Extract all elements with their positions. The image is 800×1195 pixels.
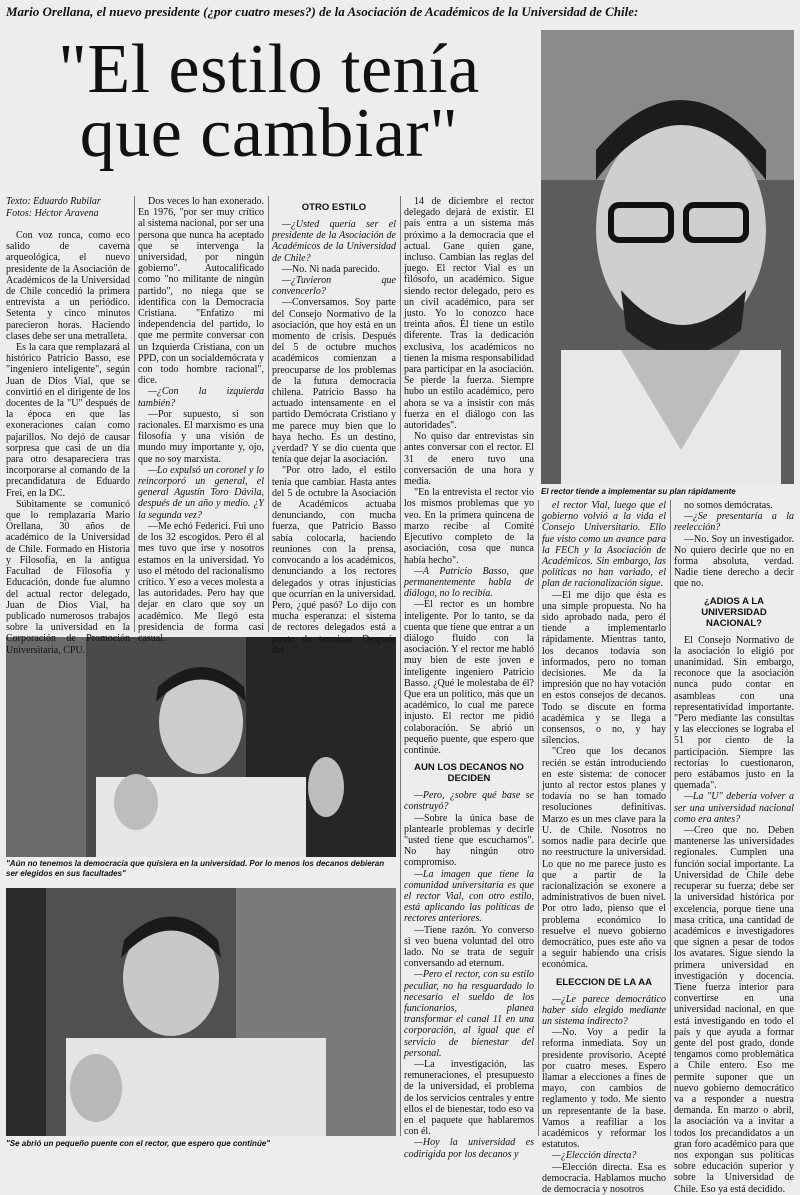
question: —La "U" debería volver a ser una universidad nacional como era antes? (674, 791, 794, 825)
question: —Hoy la universidad es codirigida por los decanos y (404, 1137, 534, 1160)
question: —La imagen que tiene la comunidad universitaria es que el rector Vial, con otro estilo, está aplicando las políticas de rectores anteriores. (404, 868, 534, 925)
article-column-6 (674, 500, 794, 1195)
byline-photos: Fotos: Héctor Aravena (6, 208, 99, 219)
byline-text: Texto: Eduardo Rubilar (6, 196, 101, 207)
question: —Lo expulsó un coronel y lo reincorporó un general, el general Agustín Toro Dávila, después de un año y medio. ¿Y la segunda vez? (138, 464, 264, 521)
paragraph: —El rector es un hombre inteligente. Por lo tanto, se da cuenta que tiene que entrar a un diálogo fluido con la asociación. Y el rector me habló muy bien de este joven e inteligente ingeniero Patricio Basso. ¿Qué le molestaba de él? Que era un político, más que un académico, lo cual me parece injusto. El rector me pidió colaboración. Se abrió un pequeño puente, que espero que continúe. (404, 599, 534, 756)
paragraph: Súbitamente se comunicó que lo remplazaría Mario Orellana, 30 años de académico de la Universidad de Chile. Formado en Historia y Filosofía, en la antigua Facultad de Filosofía y Educación, donde fue alumno del actual rector delegado, Juan de Dios Vial, ha publicado numerosos trabajos sobre la universidad en la Corporación de Promoción Universitaria, CPU. (6, 498, 130, 656)
paragraph: —Conversamos. Soy parte del Consejo Normativo de la asociación, que hoy está en un momento de crisis. Después del 5 de octubre muchos académicos comienzan a preocuparse de los problemas de la futura democracia chilena. Patricio Basso ha actuado intensamente en el partido Demócrata Cristiano y me parece muy bien que lo haya hecho. Es un destino, ¿verdad? Y se dio cuenta que tenía que dejar la asociación. (272, 297, 396, 466)
question: —¿Le parece democrático haber sido elegido mediante un sistema indirecto? (542, 993, 666, 1027)
caption-photo-bottom: "Se abrió un pequeño puente con el rector, que espero que continúe" (6, 1139, 271, 1148)
paragraph: —No. Ni nada parecido. (282, 263, 381, 275)
article-column-1 (6, 196, 130, 656)
paragraph: El Consejo Normativo de la asociación lo eligió por unanimidad. Sin embargo, reconoce que la asociación nunca pudo contar en asambleas con una representatividad importante. "Pero mediante las consultas y las elecciones se lograba el 51 por ciento de la participación. Siempre las rectorías lo cuestionaron, pero estábamos justo en la quemada". (674, 634, 794, 792)
paragraph: Dos veces lo han exonerado. En 1976, "por ser muy crítico al sistema nacional, por ser una persona que nunca ha aceptado que se intervenga la universidad, por ningún gobierno". Autocalificado como "no militante de ningún partido", no niega que se identifica con la Democracia Cristiana. "Enfatizo mi independencia del partido, lo que me permite conversar con un Izquierda Cristiana, con un PPD, con un socialdemócrata y con todo hombre racional", dice. (138, 196, 264, 387)
paragraph: "Creo que los decanos recién se están introduciendo en este sistema: de conocer junto al rector estos planes y todavía no se han tomado resoluciones definitivas. Marzo es un mes clave para la U. de Chile. Nosotros no somos nadie para decirle que no reestructure la universidad. Lo que no me parece justo es que a partir de la racionalización se exonere a administrativos de buen nivel. Por otro lado, pienso que el problema económico lo resuelve el nuevo gobierno democrático, pues este año va a seguir habiendo una crisis económica. (542, 746, 666, 971)
question: —¿Elección directa? (552, 1150, 637, 1162)
question: —Pero el rector, con su estilo peculiar, no ha resguardado lo necesario el sueldo de los funcionarios, planea transformar el canal 11 en una corporación, al igual que el servicio de bienestar del personal. (404, 969, 534, 1059)
caption-photo-middle: "Aún no tenemos la democracia que quisiera en la universidad. Por lo menos los decanos debieran ser elegidos en sus facultades" (6, 859, 385, 878)
paragraph: —Sobre la única base de plantearle problemas y decirle "usted tiene que escucharnos". No hay ningún otro compromiso. (404, 812, 534, 869)
section-heading-eleccion: ELECCION DE LA AA (556, 976, 652, 988)
paragraph: Con voz ronca, como eco salido de caverna arqueológica, el nuevo presidente de la Asociación de Académicos de la Universidad de Chile concedió la primera entrevista a un periódico. Setenta y cinco minutos parecieron horas. Haciendo clases debe ser una metralleta. (6, 230, 130, 342)
paragraph: —No. Voy a pedir la reforma inmediata. Soy un presidente provisorio. Acepté por cuatro meses. Espero llamar a elecciones a fines de mayo, con cambios de reglamento y todo. Me siento un representante de la base. Vamos a reafiliar a los académicos y reformar los estatutos. (542, 1027, 666, 1151)
paragraph: —Tiene razón. Yo converso si veo buena voluntad del otro lado. No se trata de seguir conversando ad eternum. (404, 924, 534, 970)
question: —¿Usted quería ser el presidente de la Asociación de Académicos de la Universidad de Chile? (272, 219, 396, 264)
question: el rector Vial, luego que el gobierno volvió a la vida el Consejo Universitario. Ello fue visto como un avance para la FECh y la Asociación de Académicos. Sin embargo, las políticas no han variado, el plan de racionalización sigue. (542, 500, 666, 590)
paragraph: —Me echó Federici. Fui uno de los 32 escogidos. Pero él al mes tuvo que irse y nosotros estamos en la universidad. Yo uso el método del racionalismo crítico. Y eso a veces molesta a las autoridades. Pero hay que dejar en claro que soy un académico. Me llegó esta presidencia de forma casi casual. (138, 520, 264, 644)
headline (14, 31, 524, 172)
article-column-3 (272, 196, 396, 656)
interview-illustration-2 (6, 888, 396, 1136)
interview-illustration-1 (6, 637, 396, 857)
paragraph: "Por otro lado, el estilo tenía que cambiar. Hasta antes del 5 de octubre la Asociación de Académicos actuaba denunciando, con mucha fuerza, que Patricio Basso sabía colocarla, haciendo reuniones con la prensa, convocando a los académicos, denunciando a los rectores delegados y otras injusticias que ocurrían en la universidad. Pero, ¿qué pasó? Lo dijo con mucha esperanza: el sistema de rectores delegados está a punto de terminar. Después del (272, 465, 396, 656)
question: —¿Se presentaría a la reelección? (674, 511, 794, 534)
paragraph: no somos demócratas. (684, 500, 773, 511)
kicker: Mario Orellana, el nuevo presidente (¿por cuatro meses?) de la Asociación de Académicos de la Universidad de Chile: (6, 4, 639, 19)
paragraph: —No. Soy un investigador. No quiero decirle que no en forma absoluta, verdad. Nadie tiene derecho a decir que no. (674, 533, 794, 590)
question: —¿Con la izquierda también? (138, 386, 264, 409)
paragraph: —Creo que no. Deben mantenerse las universidades regionales. Cumplen una función social importante. La Universidad de Chile debe recuperar su fuerza; debe ser la universidad histórica por excelencia, porque tiene una masa crítica, una cantidad de académicos e investigadores que signen a pesar de todos los avatares. Sigue siendo la primera universidad en investigación y docencia. Tiene fuerza interior para convertirse en una universidad nacional, en que está investigando en todo el país y que ayuda a formar gente del post grado, donde tengamos como problemática a Chile entero. Eso me permite suponer que un nuevo gobierno democrático va a responder a nuestra demanda. En marzo o abril, la asociación va a invitar a todos los precandidatos a un gran foro académico para que nos expongan sus políticas sobre educación superior y sobre la Universidad de Chile. Eso ya está decidido. (674, 825, 794, 1195)
interview-photo-middle (6, 637, 396, 857)
paragraph: Es la cara que remplazará al histórico Patricio Basso, ese "ingeniero inteligente", según Juan de Dios Vial, que se convirtió en el dirigente de los docentes de la "U" después de la época en que las exoneraciones caían como pajarillos. No dejó de causar sorpresa que casi de un día para otro desapareciera tras incorporarse al comando de la precandidatura de Eduardo Frei, en la DC. (6, 342, 130, 499)
article-column-5 (542, 500, 666, 1195)
section-heading-decanos: AUN LOS DECANOS NO DECIDEN (414, 762, 524, 785)
interview-photo-bottom (6, 888, 396, 1136)
paragraph: No quiso dar entrevistas sin antes conversar con el rector. El 31 de enero tuvo una conversación de una hora y media. (404, 431, 534, 488)
paragraph: —Elección directa. Esa es democracia. Hablamos mucho de democracia y nosotros (542, 1161, 666, 1195)
portrait-photo-top (541, 30, 794, 484)
paragraph: "En la entrevista el rector vio los mismos problemas que yo veo. En la primera quincena de marzo recibe al Comité Ejecutivo completo de la asociación, cosa que nunca había hecho". (404, 487, 534, 566)
question: —¿Tuvieron que convencerlo? (272, 275, 396, 298)
headline-line-1: "El estilo tenía (58, 31, 480, 108)
paragraph: —El me dijo que ésta es una simple propuesta. No ha sido aprobado nada, pero él tiende a implementarlo rápidamente. Mientras tanto, los decanos todavía son informados, pero no toman decisiones. Me da la impresión que no hay votación en estos consejos de decanos. Todo se discute en forma académica y se llega a consensos, o no, y hay silencios. (542, 589, 666, 747)
byline (6, 196, 130, 220)
section-heading-otro-estilo: OTRO ESTILO (301, 202, 367, 213)
paragraph: —La investigación, las remuneraciones, el presupuesto de la universidad, el problema de los servicios centrales y entre ellos el de bienestar, todo eso va en el paquete que hablaremos con él. (404, 1059, 534, 1138)
article-column-2 (138, 196, 264, 644)
caption-photo-top: El rector tiende a implementar su plan rápidamente (541, 487, 736, 496)
article-column-4 (404, 196, 534, 1160)
section-heading-adios: ¿ADIOS A LA UNIVERSIDAD NACIONAL? (701, 595, 767, 629)
paragraph: —Por supuesto, si son racionales. El marxismo es una filosofía y una visión de mundo muy importante y, ojo, que no soy marxista. (138, 408, 264, 465)
question: —Pero, ¿sobre qué base se construyó? (404, 790, 534, 813)
headline-line-2: que cambiar" (79, 95, 459, 172)
portrait-illustration (541, 30, 794, 484)
question: —A Patricio Basso, que permanentemente habla de diálogo, no lo recibía. (404, 565, 534, 600)
paragraph: 14 de diciembre el rector delegado dejará de existir. El país entra a un sistema más próximo a la democracia que el actual. Gane quien gane, incluso. Cambian las reglas del juego. El rector Vial es un filósofo, un académico. Sigue siendo rector delegado, pero es un civil académico, para ser justo. Yo lo conozco hace treinta años. Él tiene un estilo diferente. Tras la dedicación exclusiva, los académicos no tienen la misma responsabilidad para participar en la asociación. Se pierde la fuerza. Siempre hubo un estilo académico, pero ahora se va a insistir con más fuerza en el diálogo con las autoridades". (404, 196, 534, 432)
